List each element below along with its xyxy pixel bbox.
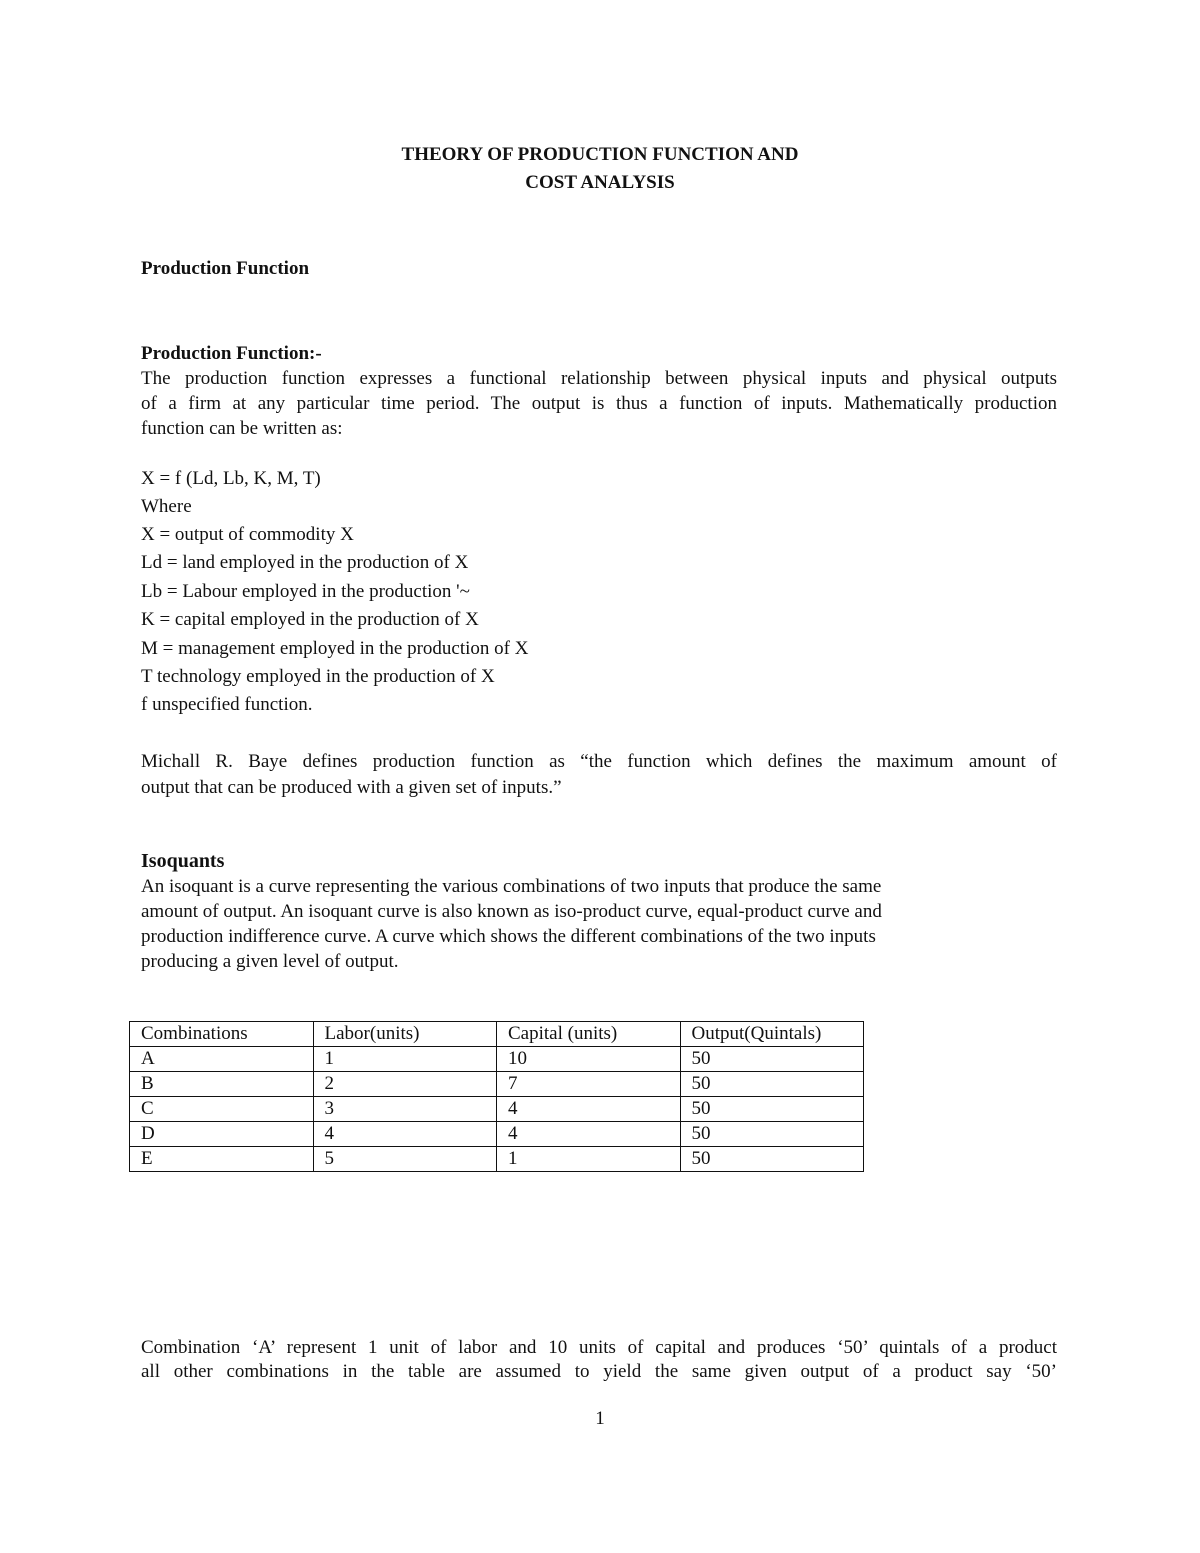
table-cell: 4 (497, 1097, 681, 1122)
definition-paragraph-line-1: The production function expresses a functional relationship between physical inputs and physical outputs (141, 368, 1057, 389)
isoquant-paragraph-line-2: amount of output. An isoquant curve is also known as iso-product curve, equal-product curve and (141, 901, 882, 922)
isoquant-paragraph-line-3: production indifference curve. A curve which shows the different combinations of the two inputs (141, 926, 876, 947)
table-cell: 1 (497, 1147, 681, 1172)
table-cell: 50 (680, 1072, 864, 1097)
definition-item: f unspecified function. (141, 694, 313, 715)
section-heading-production-function-definition: Production Function:- (141, 343, 322, 364)
table-row (130, 1147, 864, 1172)
definition-item: M = management employed in the production of X (141, 638, 529, 659)
definition-paragraph-line-3: function can be written as: (141, 418, 343, 439)
table-cell: 5 (313, 1147, 497, 1172)
table-cell: E (130, 1147, 314, 1172)
table-cell: 4 (497, 1122, 681, 1147)
table-cell: 7 (497, 1072, 681, 1097)
table-cell: 50 (680, 1047, 864, 1072)
table-row (130, 1122, 864, 1147)
document-title-line-1: THEORY OF PRODUCTION FUNCTION AND (401, 144, 799, 165)
table-row (130, 1072, 864, 1097)
table-cell: 3 (313, 1097, 497, 1122)
table-row (130, 1047, 864, 1072)
table-row (130, 1097, 864, 1122)
definition-item: Lb = Labour employed in the production '~ (141, 581, 470, 602)
quote-line-2: output that can be produced with a given set of inputs.” (141, 777, 562, 798)
closing-paragraph-line-2: all other combinations in the table are assumed to yield the same given output of a product say ‘50’ (141, 1361, 1057, 1382)
isoquant-paragraph-line-1: An isoquant is a curve representing the various combinations of two inputs that produce the same (141, 876, 882, 897)
production-function-equation: X = f (Ld, Lb, K, M, T) (141, 468, 321, 489)
definition-item: Ld = land employed in the production of X (141, 552, 469, 573)
table-cell: 50 (680, 1097, 864, 1122)
table-cell: B (130, 1072, 314, 1097)
table-cell: 1 (313, 1047, 497, 1072)
isoquant-paragraph-line-4: producing a given level of output. (141, 951, 399, 972)
table-cell: A (130, 1047, 314, 1072)
definition-item: X = output of commodity X (141, 524, 354, 545)
definition-item: T technology employed in the production of X (141, 666, 495, 687)
table-cell: 4 (313, 1122, 497, 1147)
table-cell: 50 (680, 1122, 864, 1147)
table-header-cell: Capital (units) (497, 1022, 681, 1047)
definition-paragraph-line-2: of a firm at any particular time period. The output is thus a function of inputs. Mathematically production (141, 393, 1057, 414)
section-heading-production-function: Production Function (141, 258, 310, 279)
definition-item: K = capital employed in the production of X (141, 609, 479, 630)
section-heading-isoquants: Isoquants (141, 850, 225, 872)
table-cell: 2 (313, 1072, 497, 1097)
table-header-cell: Labor(units) (313, 1022, 497, 1047)
table-header-cell: Output(Quintals) (680, 1022, 864, 1047)
table-cell: D (130, 1122, 314, 1147)
where-label: Where (141, 496, 192, 517)
closing-paragraph-line-1: Combination ‘A’ represent 1 unit of labor and 10 units of capital and produces ‘50’ quintals of a product (141, 1337, 1057, 1358)
quote-line-1: Michall R. Baye defines production function as “the function which defines the maximum amount of (141, 751, 1057, 772)
table-header-cell: Combinations (130, 1022, 314, 1047)
document-title-line-2: COST ANALYSIS (525, 172, 675, 193)
table-cell: C (130, 1097, 314, 1122)
table-cell: 50 (680, 1147, 864, 1172)
page-number: 1 (595, 1408, 605, 1429)
table-header-row (130, 1022, 864, 1047)
table-cell: 10 (497, 1047, 681, 1072)
isoquant-table (129, 1021, 864, 1172)
